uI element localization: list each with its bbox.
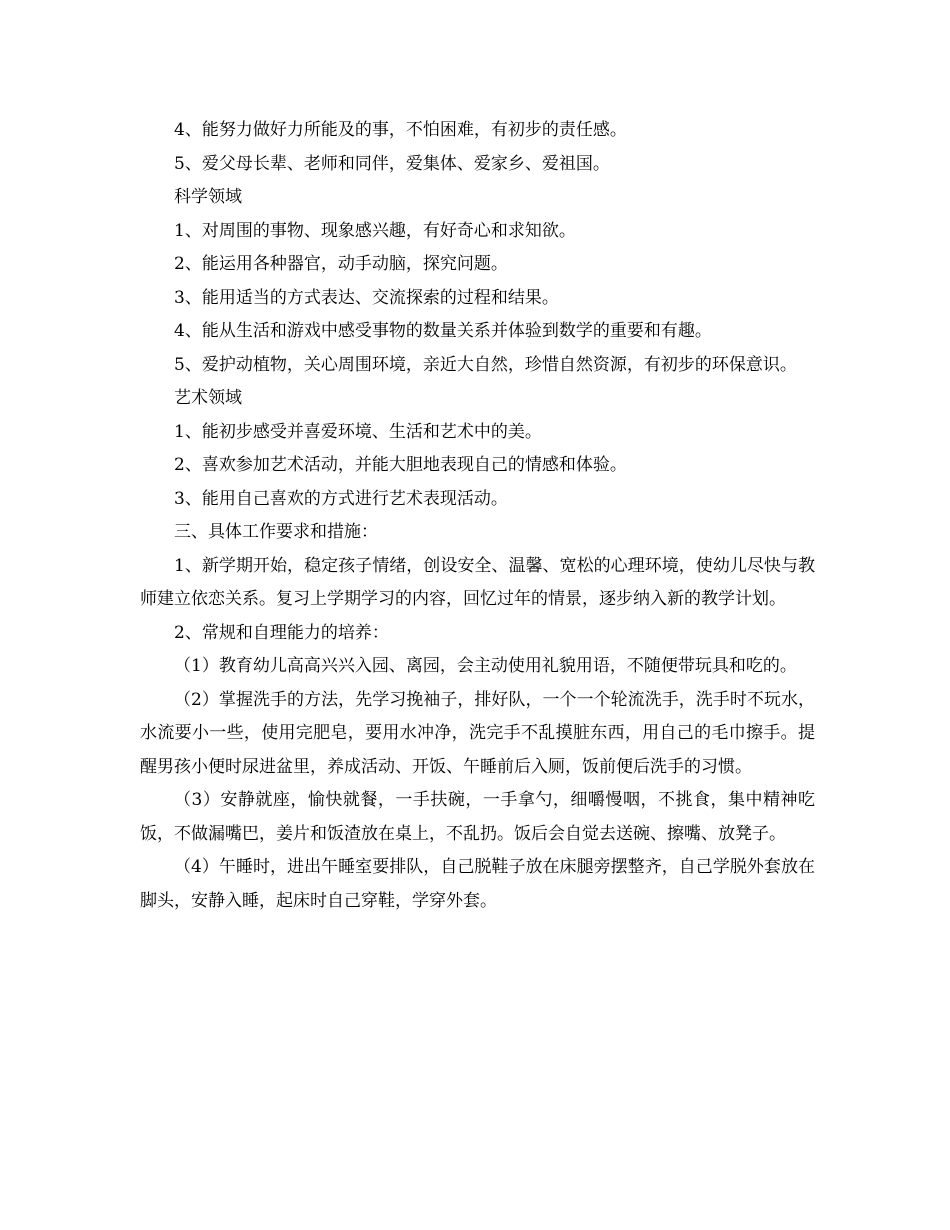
paragraph-routine-4: （4）午睡时，进出午睡室要排队，自己脱鞋子放在床腿旁摆整齐，自己学脱外套放在脚头，安静入睡，起床时自己穿鞋，学穿外套。	[140, 857, 815, 911]
section-heading-science: 科学领域	[174, 187, 242, 207]
paragraph-art-1: 1、能初步感受并喜爱环境、生活和艺术中的美。	[174, 421, 542, 442]
paragraph-art-3: 3、能用自己喜欢的方式进行艺术表现活动。	[174, 488, 508, 509]
paragraph-routine-2: （2）掌握洗手的方法，先学习挽袖子，排好队，一个一个轮流洗手，洗手时不玩水，水流要小一些，使用完肥皂，要用水冲净，洗完手不乱摸脏东西，用自己的毛巾擦手。提醒男孩小便时尿进盆里，养成活动、开饭、午睡前后入厕，饭前便后洗手的习惯。	[140, 689, 815, 777]
paragraph-measure-2: 2、常规和自理能力的培养：	[174, 622, 389, 643]
paragraph-measure-1: 1、新学期开始，稳定孩子情绪，创设安全、温馨、宽松的心理环境，使幼儿尽快与教师建立依恋关系。复习上学期学习的内容，回忆过年的情景，逐步纳入新的教学计划。	[140, 555, 815, 609]
paragraph-duty-5: 5、爱父母长辈、老师和同伴，爱集体、爱家乡、爱祖国。	[174, 153, 610, 174]
paragraph-art-2: 2、喜欢参加艺术活动，并能大胆地表现自己的情感和体验。	[174, 455, 627, 475]
document-body	[140, 114, 815, 918]
paragraph-science-3: 3、能用适当的方式表达、交流探索的过程和结果。	[174, 287, 559, 308]
paragraph-duty-4: 4、能努力做好力所能及的事，不怕困难，有初步的责任感。	[174, 120, 627, 140]
paragraph-science-2: 2、能运用各种器官，动手动脑，探究问题。	[174, 254, 508, 274]
paragraph-routine-1: （1）教育幼儿高高兴兴入园、离园，会主动使用礼貌用语，不随便带玩具和吃的。	[174, 656, 797, 676]
paragraph-science-1: 1、对周围的事物、现象感兴趣，有好奇心和求知欲。	[174, 220, 576, 241]
paragraph-science-4: 4、能从生活和游戏中感受事物的数量关系并体验到数学的重要和有趣。	[174, 321, 712, 341]
paragraph-science-5: 5、爱护动植物，关心周围环境，亲近大自然，珍惜自然资源，有初步的环保意识。	[174, 354, 797, 375]
section-heading-measures: 三、具体工作要求和措施：	[174, 522, 378, 542]
section-heading-art: 艺术领域	[174, 388, 242, 408]
paragraph-routine-3: （3）安静就座，愉快就餐，一手扶碗，一手拿勺，细嚼慢咽，不挑食，集中精神吃饭，不做漏嘴巴，姜片和饭渣放在桌上，不乱扔。饭后会自觉去送碗、擦嘴、放凳子。	[140, 790, 815, 844]
